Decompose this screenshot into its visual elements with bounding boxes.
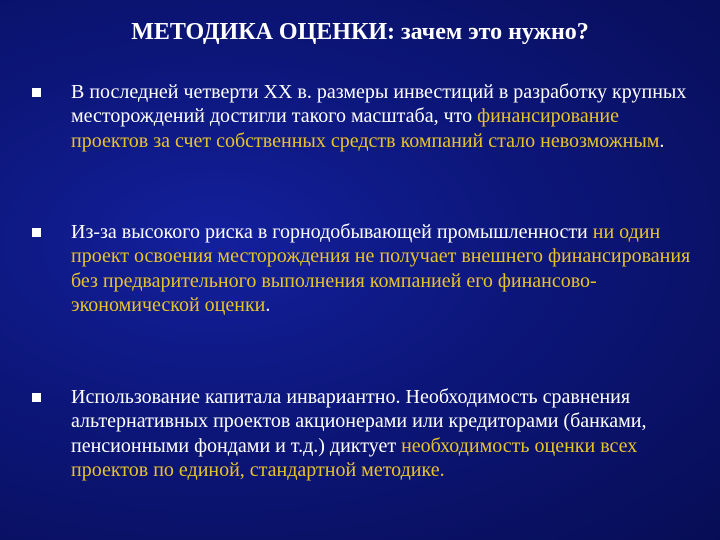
bullet-square-icon bbox=[32, 393, 41, 402]
bullet-square-icon bbox=[32, 88, 41, 97]
bullet-text-1 bbox=[71, 80, 691, 153]
bullet-3-text-part-1: Использование капитала инвариантно. Необходимость сравнения альтернативных проектов акционерами или кредиторами (банками, пенсионными фондами и т.д.) диктует bbox=[71, 386, 647, 457]
bullet-text-3 bbox=[71, 385, 691, 483]
bullet-1-text-part-1: В последней четверти XX в. размеры инвестиций в разработку крупных месторождений достигли такого масштаба, что bbox=[71, 81, 687, 128]
slide-title: МЕТОДИКА ОЦЕНКИ: зачем это нужно? bbox=[131, 19, 589, 45]
bullet-3-highlight: необходимость оценки всех проектов по единой, стандартной методике. bbox=[71, 434, 638, 482]
bullet-1-text-part-3: . bbox=[659, 129, 665, 152]
bullet-2-text-part-3: . bbox=[265, 294, 271, 317]
bullet-2-text-part-1: Из-за высокого риска в горнодобывающей промышленности bbox=[71, 221, 593, 243]
bullet-square-icon bbox=[32, 228, 41, 237]
bullet-text-2 bbox=[71, 220, 691, 318]
bullet-2-highlight: ни один проект освоения месторождения не получает внешнего финансирования без предварительного выполнения компанией его финансово-экономической оценки bbox=[71, 221, 691, 317]
bullet-1-highlight: финансирование проектов за счет собственных средств компаний стало невозможным bbox=[71, 105, 660, 152]
